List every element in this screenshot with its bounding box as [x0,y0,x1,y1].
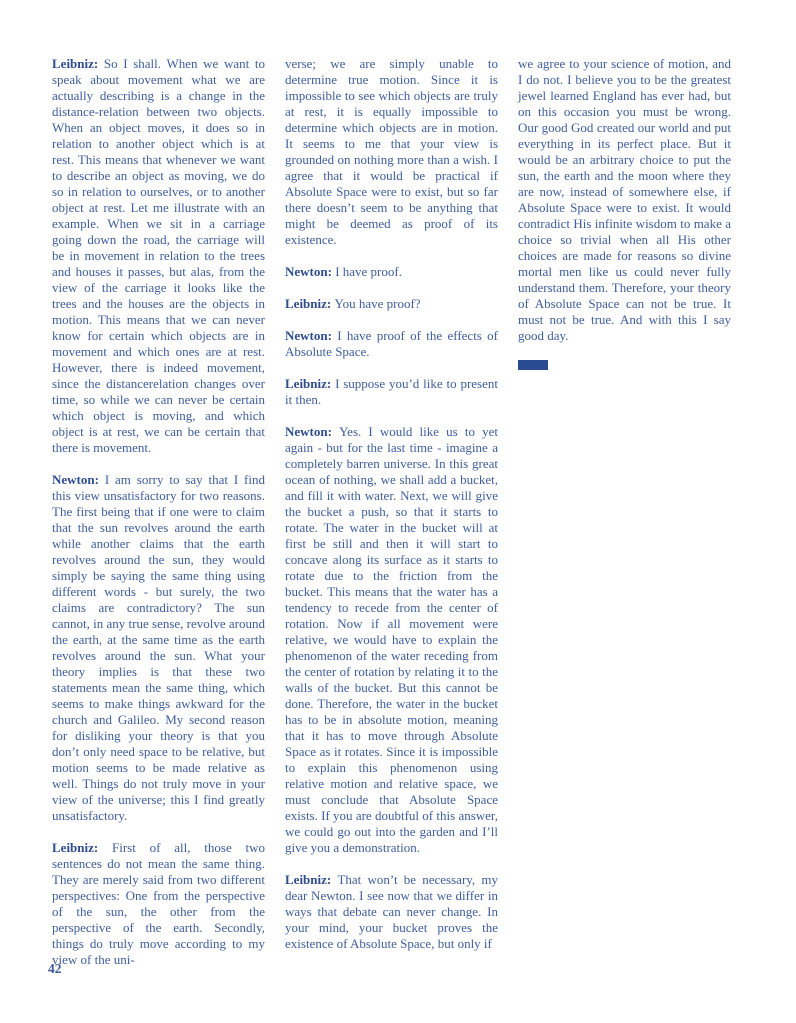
dialogue-paragraph: we agree to your science of motion, and I do not. I believe you to be the greatest jewel learned England has ever had, but on this occasion you must be wrong. Our good God created our world and put everything in its perfect place. But it would be an arbitrary choice to put the sun, the earth and the moon where they are now, instead of somewhere else, if Absolute Space were to exist. It would contradict His infinite wisdom to make a choice so trivial when all His other choices are made for reasons so divine mortal men like us could never fully understand them. Therefore, your theory of Absolute Space can not be true. It must not be true. And with this I say good day. [518,56,731,343]
dialogue-paragraph: Leibniz: You have proof? [285,296,421,311]
speaker-name: Leibniz: [285,872,338,887]
speaker-name: Leibniz: [285,376,336,391]
column-1-paragraphs [52,56,265,968]
speaker-name: Newton: [285,264,336,279]
dialogue-paragraph: Leibniz: That won’t be necessary, my dear Newton. I see now that we differ in ways that debate can never change. In your mind, your bucket proves the existence of Absolute Space, but only if [285,872,498,951]
dialogue-paragraph: Newton: I have proof of the effects of Absolute Space. [285,328,498,359]
speaker-name: Newton: [285,328,338,343]
dialogue-paragraph: Leibniz: So I shall. When we want to speak about movement what we are actually describing is a change in the distance-relation between two objects. When an object moves, it does so in relation to another object which is at rest. This means that whenever we want to describe an object as moving, we do so in relation to ourselves, or to another object at rest. Let me illustrate with an example. When we sit in a carriage going down the road, the carriage will be in movement in relation to the trees and houses it passes, but alas, from the view of the carriage it looks like the trees and the houses are the objects in motion. This means that we can never know for certain which objects are in movement and which ones are at rest. However, there is indeed movement, since the distancerelation changes over time, so while we can never be certain which object is moving, and which object is at rest, we can be certain that there is movement. [52,56,265,455]
dialogue-paragraph: Leibniz: First of all, those two sentences do not mean the same thing. They are merely said from two different perspectives: One from the perspective of the sun, the other from the perspective of the earth. Secondly, things do truly move according to my view of the uni- [52,840,265,967]
end-of-article-marker [518,360,548,370]
dialogue-paragraph: Newton: I am sorry to say that I find this view unsatisfactory for two reasons. The first being that if one were to claim that the sun revolves around the earth while another claims that the earth revolves around the sun, they would simply be saying the same thing using different words - but surely, the two claims are contradictory? The sun cannot, in any true sense, revolve around the earth, at the same time as the earth revolves around the sun. What your theory implies is that these two statements mean the same thing, which seems to make things awkward for the church and Galileo. My second reason for disliking your theory is that you don’t only need space to be relative, but motion seems to be made relative as well. Things do not truly move in your view of the universe; this I find greatly unsatisfactory. [52,472,266,823]
column-3-paragraphs [518,56,731,344]
dialogue-paragraph: Newton: Yes. I would like us to yet again - but for the last time - imagine a completely barren universe. In this great ocean of nothing, we shall add a bucket, and fill it with water. Next, we will give the bucket a push, so that it starts to rotate. The water in the bucket will at first be still and then it will start to concave along its surface as it starts to rotate due to the friction from the bucket. This means that the water has a tendency to recede from the center of rotation. Now if all movement were relative, we would have to explain the phenomenon of the water receding from the center of rotation by relating it to the walls of the bucket. But this cannot be done. Therefore, the water in the bucket has to be in absolute motion, meaning that it has to move through Absolute Space as it rotates. Since it is impossible to explain this phenomenon using relative motion and relative space, we must conclude that Absolute Space exists. If you are doubtful of this answer, we could go out into the garden and I’ll give you a demonstration. [285,424,499,855]
speaker-name: Leibniz: [285,296,335,311]
dialogue-columns [52,56,731,984]
dialogue-paragraph: Leibniz: I suppose you’d like to present it then. [285,376,498,407]
dialogue-paragraph: Newton: I have proof. [285,264,402,279]
speaker-name: Newton: [285,424,340,439]
text-column-3 [518,56,731,984]
text-column-2 [285,56,498,984]
column-2-paragraphs [285,56,498,952]
speaker-name: Leibniz: [52,840,113,855]
speaker-name: Leibniz: [52,56,104,71]
text-column-1 [52,56,265,984]
speaker-name: Newton: [52,472,105,487]
dialogue-paragraph: verse; we are simply unable to determine true motion. Since it is impossible to see which objects are truly at rest, it is equally impossible to determine which objects are in motion. It seems to me that your view is grounded on nothing more than a wish. I agree that it would be practical if Absolute Space were to exist, but so far there doesn’t seem to be anything that might be deemed as proof of its existence. [285,56,498,247]
page-number: 42 [48,961,62,976]
